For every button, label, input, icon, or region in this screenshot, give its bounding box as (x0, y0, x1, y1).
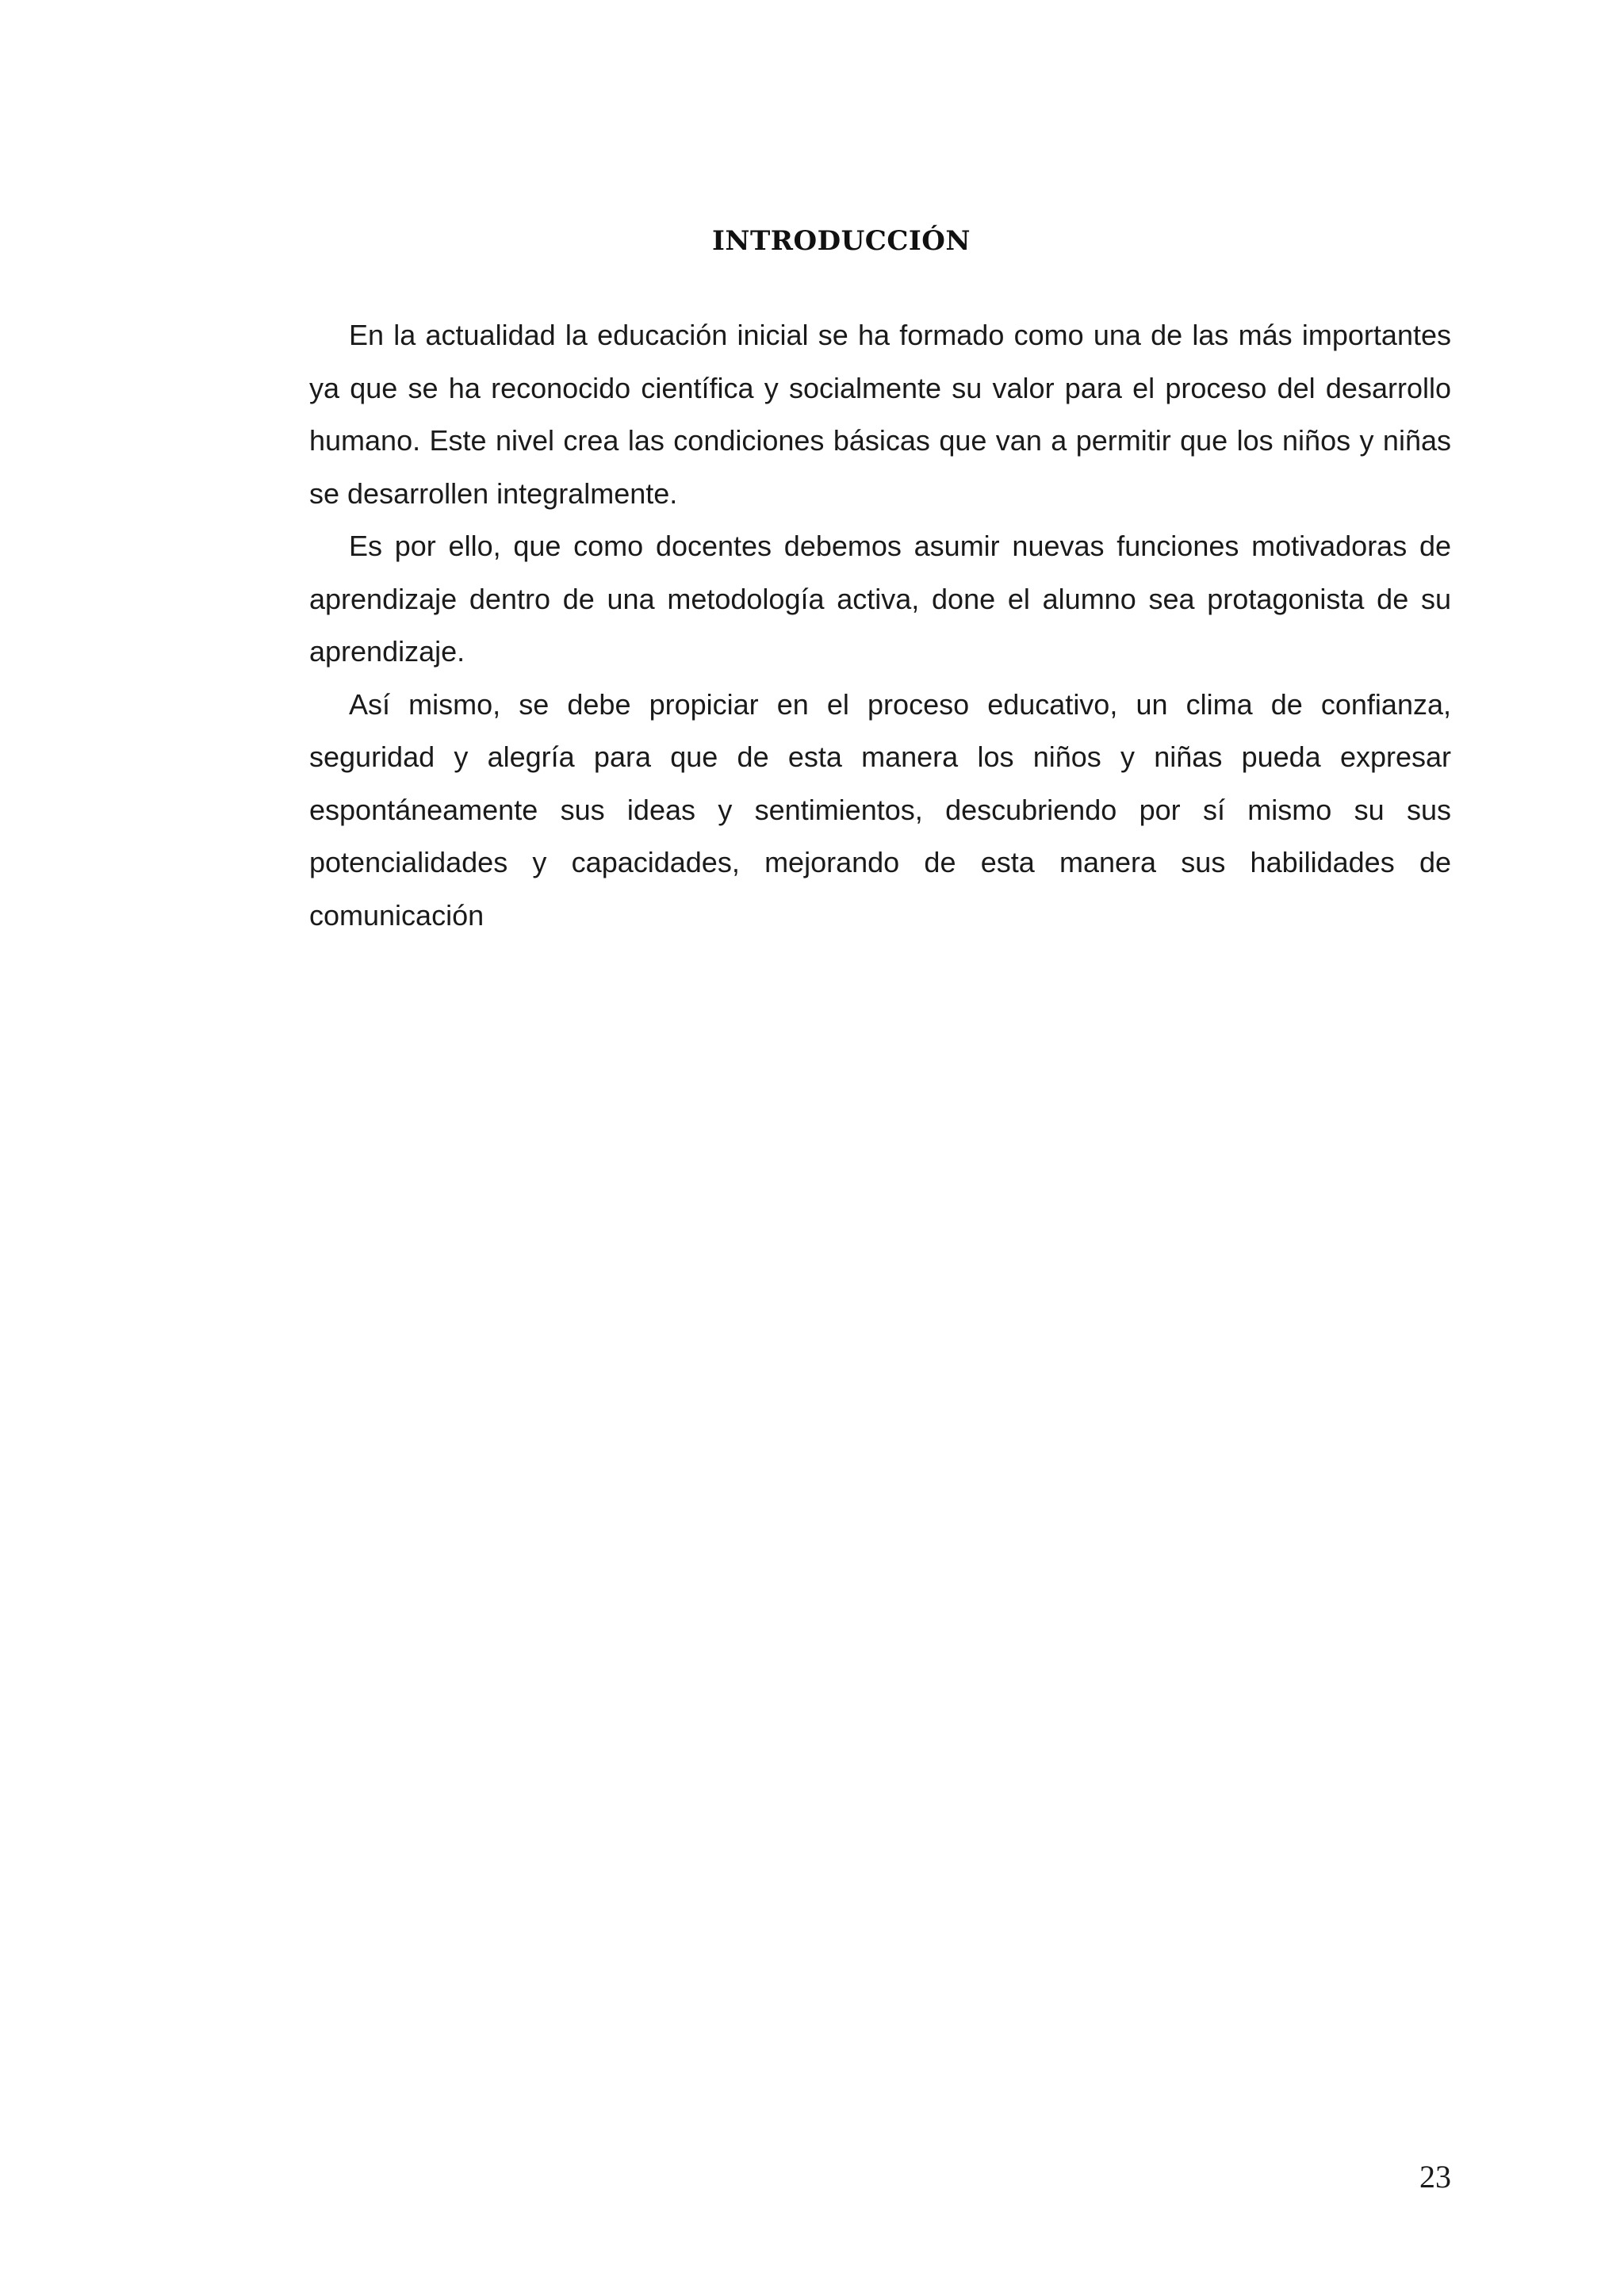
page-number: 23 (1419, 2159, 1451, 2195)
paragraph-3: Así mismo, se debe propiciar en el proceso educativo, un clima de confianza, seguridad y alegría para que de esta manera los niños y niñas pueda expresar espontáneamente sus ideas y sentimientos, descubriendo por sí mismo su sus potencialidades y capacidades, mejorando de esta manera sus habilidades de comunicación (309, 687, 1451, 932)
page-title: INTRODUCCIÓN (711, 225, 971, 257)
paragraph-1: En la actualidad la educación inicial se ha formado como una de las más importantes ya que se ha reconocido científica y socialmente su valor para el proceso del desarrollo humano. Este nivel crea las condiciones básicas que van a permitir que los niños y niñas se desarrollen integralmente. (309, 319, 1451, 510)
body-text (309, 309, 1451, 942)
paragraph-2: Es por ello, que como docentes debemos asumir nuevas funciones motivadoras de aprendizaje dentro de una metodología activa, done el alumno sea protagonista de su aprendizaje. (309, 530, 1451, 668)
